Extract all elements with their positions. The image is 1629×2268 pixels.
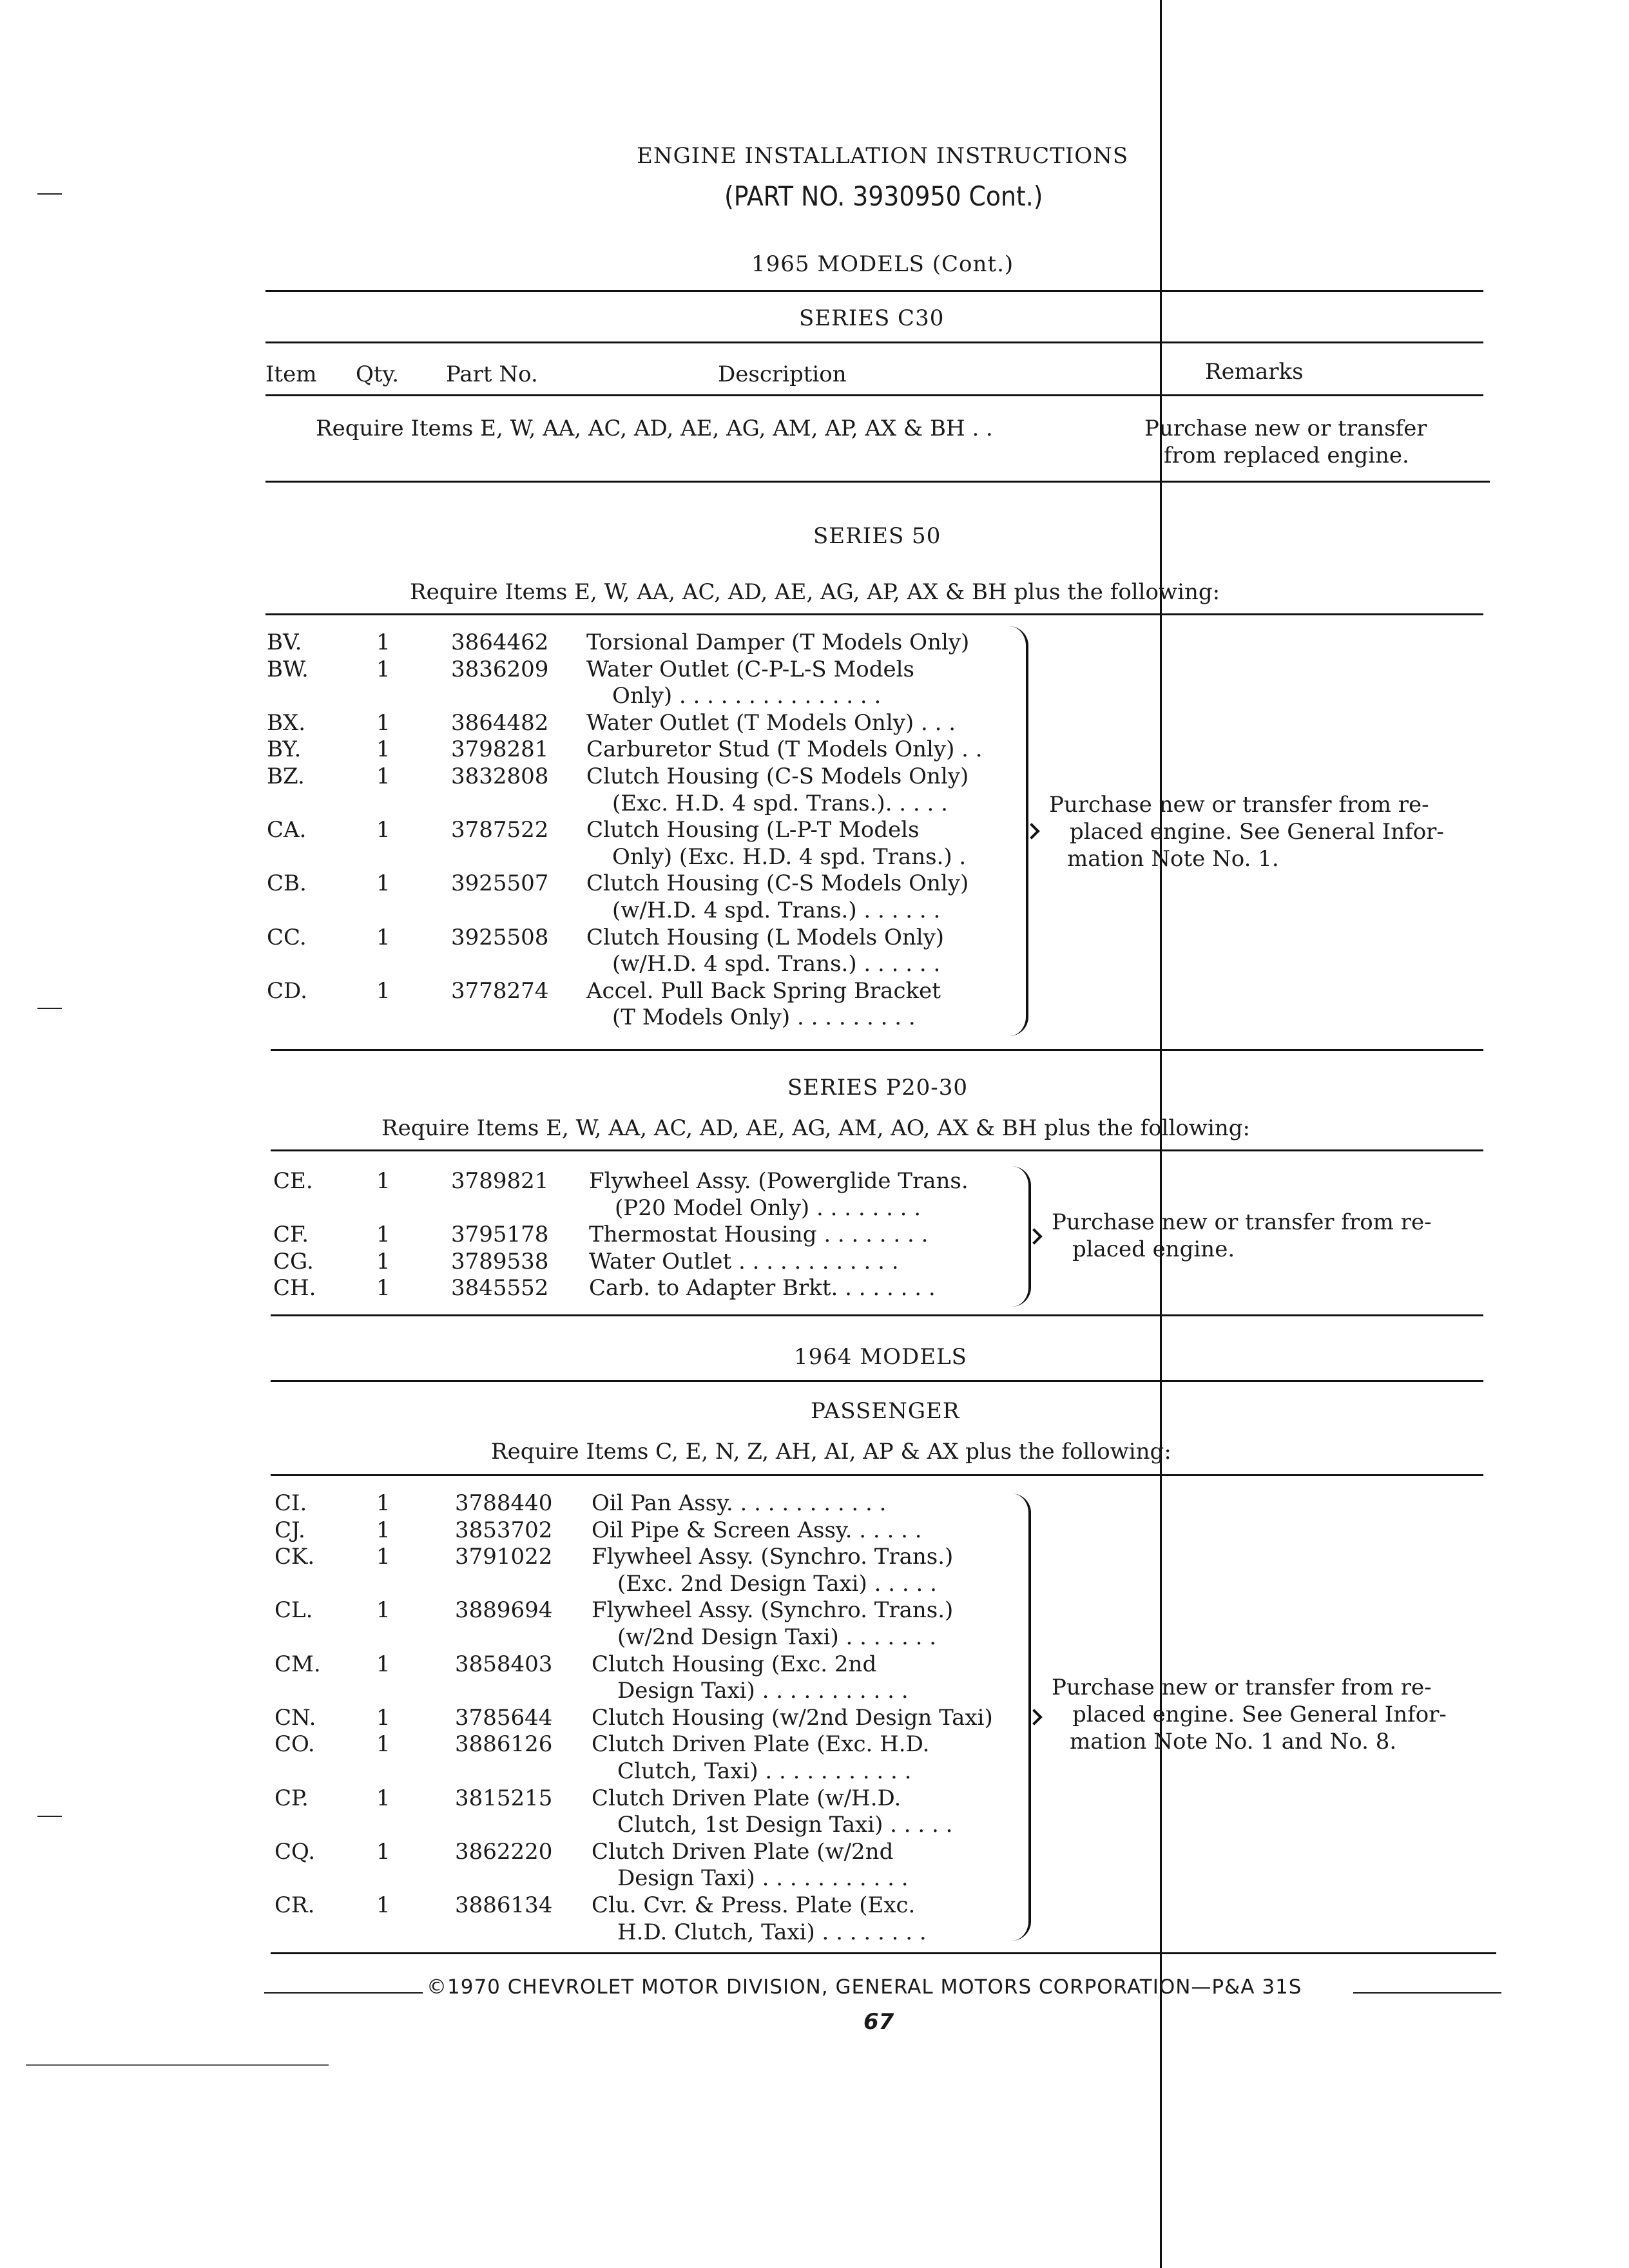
item-description: Flywheel Assy. (Synchro. Trans.) — [592, 1597, 954, 1624]
item-code: CM. — [275, 1651, 321, 1677]
divider — [265, 394, 1483, 396]
divider — [265, 481, 1490, 483]
section-heading-1965: 1965 MODELS (Cont.) — [751, 251, 1014, 277]
page-number: 67 — [863, 2009, 894, 2035]
part-number: 3815215 — [455, 1785, 553, 1811]
item-description: (w/H.D. 4 spd. Trans.) . . . . . . — [612, 951, 941, 977]
item-qty: 1 — [376, 1651, 390, 1677]
item-description: Flywheel Assy. (Powerglide Trans. — [589, 1168, 969, 1194]
series-c30-title: SERIES C30 — [799, 305, 945, 331]
margin-mark — [37, 1008, 62, 1009]
part-number: 3853702 — [455, 1517, 553, 1543]
col-remarks: Remarks — [1205, 359, 1304, 385]
part-number: 3925508 — [451, 924, 549, 950]
part-number: 3789538 — [451, 1248, 549, 1274]
item-description: (T Models Only) . . . . . . . . . — [612, 1004, 916, 1031]
item-description: (w/2nd Design Taxi) . . . . . . . — [617, 1624, 937, 1650]
item-code: BW. — [267, 656, 309, 682]
item-code: CQ. — [275, 1838, 316, 1865]
col-qty: Qty. — [356, 361, 400, 387]
margin-mark — [37, 193, 62, 195]
item-code: CE. — [273, 1168, 313, 1194]
divider — [271, 1952, 1496, 1954]
part-number: 3889694 — [455, 1597, 553, 1624]
item-description: Clutch Driven Plate (Exc. H.D. — [592, 1731, 930, 1758]
item-description: Clutch Housing (L Models Only) — [586, 924, 945, 950]
series-c30-remark-1: Purchase new or transfer — [1144, 416, 1427, 441]
series-c30-require: Require Items E, W, AA, AC, AD, AE, AG, AM, AP, AX & BH . . — [316, 416, 993, 441]
divider — [265, 290, 1483, 292]
item-code: CO. — [275, 1731, 315, 1758]
footer-rule-left — [264, 1992, 423, 1994]
brace — [1003, 626, 1028, 1036]
part-number: 3836209 — [451, 656, 549, 682]
remark-line: Purchase new or transfer from re- — [1049, 792, 1429, 818]
item-qty: 1 — [376, 817, 390, 843]
remark-line: mation Note No. 1. — [1067, 846, 1279, 872]
scan-edge — [26, 2064, 329, 2066]
divider — [271, 1149, 1483, 1151]
item-description: H.D. Clutch, Taxi) . . . . . . . . — [617, 1919, 927, 1945]
section-heading-1964: 1964 MODELS — [794, 1344, 967, 1370]
item-qty: 1 — [376, 764, 390, 789]
remark-line: Purchase new or transfer from re- — [1052, 1209, 1432, 1235]
margin-mark — [37, 1816, 62, 1817]
footer-rule-right — [1353, 1992, 1501, 1994]
divider — [271, 1049, 1483, 1051]
item-code: CD. — [267, 977, 307, 1004]
item-description: Accel. Pull Back Spring Bracket — [586, 977, 941, 1004]
page-title: ENGINE INSTALLATION INSTRUCTIONS — [637, 143, 1129, 169]
item-qty: 1 — [376, 924, 390, 950]
item-qty: 1 — [376, 1785, 390, 1811]
brace — [1005, 1494, 1031, 1941]
part-number: 3845552 — [451, 1275, 549, 1302]
item-code: CC. — [267, 924, 307, 950]
item-qty: 1 — [376, 1544, 390, 1570]
item-description: Thermostat Housing . . . . . . . . — [589, 1222, 929, 1248]
item-code: CN. — [275, 1704, 316, 1731]
passenger-title: PASSENGER — [811, 1398, 960, 1424]
passenger-require: Require Items C, E, N, Z, AH, AI, AP & AX plus the following: — [491, 1439, 1171, 1465]
item-description: Clu. Cvr. & Press. Plate (Exc. — [592, 1892, 916, 1918]
item-qty: 1 — [376, 656, 390, 682]
item-code: CJ. — [275, 1517, 305, 1543]
item-code: BZ. — [267, 764, 305, 789]
divider — [271, 1380, 1483, 1382]
item-description: Design Taxi) . . . . . . . . . . . — [617, 1865, 909, 1892]
item-code: CA. — [267, 817, 307, 843]
item-code: BV. — [267, 629, 302, 655]
part-number: 3788440 — [455, 1490, 553, 1516]
item-code: CF. — [273, 1222, 309, 1248]
part-number: 3791022 — [455, 1544, 553, 1570]
item-qty: 1 — [376, 1248, 390, 1274]
item-description: Oil Pan Assy. . . . . . . . . . . . — [592, 1490, 887, 1516]
item-description: Clutch, Taxi) . . . . . . . . . . . — [617, 1758, 912, 1784]
part-number: 3789821 — [451, 1168, 549, 1194]
item-description: Torsional Damper (T Models Only) — [586, 629, 970, 655]
item-qty: 1 — [376, 1490, 390, 1516]
part-number: 3862220 — [455, 1838, 553, 1865]
divider — [271, 1314, 1483, 1316]
series-c30-remark-2: from replaced engine. — [1164, 443, 1409, 468]
item-qty: 1 — [376, 1222, 390, 1248]
item-description: (P20 Model Only) . . . . . . . . — [615, 1195, 921, 1221]
item-qty: 1 — [376, 1168, 390, 1194]
item-code: BX. — [267, 709, 305, 736]
item-description: Flywheel Assy. (Synchro. Trans.) — [592, 1544, 954, 1570]
item-description: (Exc. H.D. 4 spd. Trans.). . . . . — [612, 790, 948, 816]
item-qty: 1 — [376, 1892, 390, 1918]
brace — [1005, 1166, 1031, 1307]
part-number: 3798281 — [451, 736, 549, 763]
part-number: 3886134 — [455, 1892, 553, 1918]
series-50-title: SERIES 50 — [813, 523, 941, 549]
part-number: 3795178 — [451, 1222, 549, 1248]
part-number: 3925507 — [451, 870, 549, 897]
item-code: BY. — [267, 736, 302, 763]
item-code: CH. — [273, 1275, 316, 1302]
item-description: Clutch Housing (w/2nd Design Taxi) — [592, 1704, 993, 1731]
item-description: Clutch Housing (Exc. 2nd — [592, 1651, 877, 1677]
col-part-no: Part No. — [446, 361, 538, 387]
item-qty: 1 — [376, 1731, 390, 1758]
item-qty: 1 — [376, 736, 390, 763]
part-number: 3864482 — [451, 709, 549, 736]
item-description: Carburetor Stud (T Models Only) . . — [586, 736, 983, 763]
part-number: 3778274 — [451, 977, 549, 1004]
part-number: 3858403 — [455, 1651, 553, 1677]
item-description: Oil Pipe & Screen Assy. . . . . . — [592, 1517, 922, 1543]
item-description: Clutch Driven Plate (w/H.D. — [592, 1785, 901, 1811]
item-code: CK. — [275, 1544, 315, 1570]
item-code: CI. — [275, 1490, 307, 1516]
item-qty: 1 — [376, 1704, 390, 1731]
item-description: Design Taxi) . . . . . . . . . . . — [617, 1678, 909, 1704]
part-number: 3785644 — [455, 1704, 553, 1731]
divider — [265, 341, 1483, 343]
item-description: Clutch, 1st Design Taxi) . . . . . — [617, 1812, 953, 1838]
series-50-require: Require Items E, W, AA, AC, AD, AE, AG, AP, AX & BH plus the following: — [410, 579, 1220, 605]
item-description: (Exc. 2nd Design Taxi) . . . . . — [617, 1570, 937, 1597]
part-number: 3787522 — [451, 817, 549, 843]
item-qty: 1 — [376, 709, 390, 736]
item-description: Only) (Exc. H.D. 4 spd. Trans.) . — [612, 843, 967, 870]
remark-line: mation Note No. 1 and No. 8. — [1070, 1729, 1397, 1754]
item-code: CL. — [275, 1597, 313, 1624]
divider — [265, 613, 1483, 615]
divider — [271, 1474, 1483, 1476]
item-description: Clutch Housing (C-S Models Only) — [586, 870, 969, 897]
item-qty: 1 — [376, 1597, 390, 1624]
remark-line: placed engine. See General Infor- — [1072, 1702, 1447, 1727]
item-description: Water Outlet . . . . . . . . . . . . — [589, 1248, 899, 1274]
item-qty: 1 — [376, 1838, 390, 1865]
col-description: Description — [718, 361, 847, 387]
item-description: Only) . . . . . . . . . . . . . . . — [612, 683, 882, 709]
series-p2030-require: Require Items E, W, AA, AC, AD, AE, AG, AM, AO, AX & BH plus the following: — [381, 1115, 1250, 1141]
item-code: CP. — [275, 1785, 309, 1811]
item-description: Clutch Housing (L-P-T Models — [586, 817, 920, 843]
item-description: Water Outlet (T Models Only) . . . — [586, 709, 956, 736]
remark-line: placed engine. — [1072, 1236, 1235, 1262]
part-number: 3864462 — [451, 629, 549, 655]
part-number: 3832808 — [451, 764, 549, 789]
item-code: CR. — [275, 1892, 315, 1918]
item-code: CG. — [273, 1248, 314, 1274]
item-description: Clutch Housing (C-S Models Only) — [586, 764, 969, 789]
item-description: Carb. to Adapter Brkt. . . . . . . . — [589, 1275, 936, 1302]
item-description: (w/H.D. 4 spd. Trans.) . . . . . . — [612, 898, 941, 923]
item-qty: 1 — [376, 1517, 390, 1543]
col-item: Item — [265, 361, 317, 387]
item-qty: 1 — [376, 629, 390, 655]
remark-line: placed engine. See General Infor- — [1070, 819, 1444, 845]
item-description: Clutch Driven Plate (w/2nd — [592, 1838, 894, 1865]
copyright: ©1970 CHEVROLET MOTOR DIVISION, GENERAL MOTORS CORPORATION—P&A 31S — [427, 1975, 1302, 1999]
page-subtitle: (PART NO. 3930950 Cont.) — [724, 180, 1043, 212]
item-qty: 1 — [376, 870, 390, 897]
item-qty: 1 — [376, 977, 390, 1004]
remark-line: Purchase new or transfer from re- — [1052, 1675, 1432, 1700]
part-number: 3886126 — [455, 1731, 553, 1758]
item-qty: 1 — [376, 1275, 390, 1302]
item-code: CB. — [267, 870, 307, 897]
item-description: Water Outlet (C-P-L-S Models — [586, 656, 914, 682]
series-p2030-title: SERIES P20-30 — [787, 1075, 968, 1100]
